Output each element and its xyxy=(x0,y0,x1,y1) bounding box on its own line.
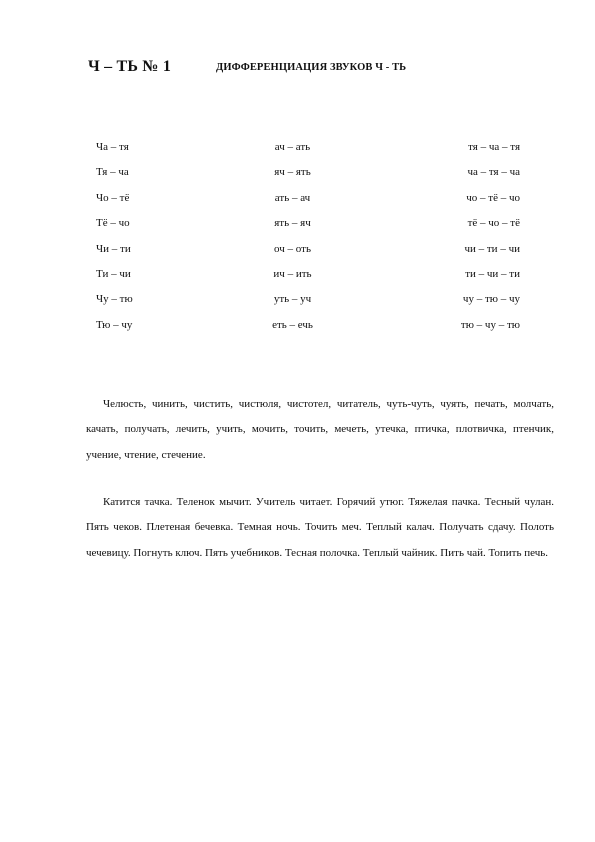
syllable-row xyxy=(0,217,595,242)
reverse-syllable-pair: ич – ить xyxy=(273,267,312,280)
document-code: Ч – ТЬ № 1 xyxy=(88,58,172,75)
syllable-row xyxy=(0,319,595,344)
syllable-pair: Чо – тё xyxy=(96,191,130,204)
reverse-syllable-pair: ать – ач xyxy=(274,191,311,204)
syllable-triple: ти – чи – ти xyxy=(465,267,520,280)
reverse-syllable-pair: уть – уч xyxy=(273,293,312,306)
syllable-row xyxy=(0,141,595,166)
syllable-row xyxy=(0,192,595,217)
phrase-list-paragraph: Катится тачка. Теленок мычит. Учитель читает. Горячий утюг. Тяжелая пачка. Тесный чулан. Пять чеков. Плетеная бечевка. Темная ночь. Точить меч. Теплый калач. Получать сдачу. Полоть чечевицу. Погнуть ключ. Пять учебников. Тесная полочка. Теплый чайник. Пить чай. Топить печь. xyxy=(86,496,554,559)
syllable-pair: Тю – чу xyxy=(96,318,133,331)
syllable-pair: Тё – чо xyxy=(96,217,130,230)
document-title: ДИФФЕРЕНЦИАЦИЯ ЗВУКОВ Ч - ТЬ xyxy=(216,62,407,73)
syllable-triple: чо – тё – чо xyxy=(466,191,520,204)
syllable-row xyxy=(0,293,595,318)
word-list-paragraph: Челюсть, чинить, чистить, чистюля, чистотел, читатель, чуть-чуть, чуять, печать, молчать, качать, получать, лечить, учить, мочить, точить, мечеть, утечка, птичка, плотвичка, птенчик, учение, чтение, стечение. xyxy=(86,398,554,461)
syllable-row xyxy=(0,268,595,293)
reverse-syllable-pair: ач – ать xyxy=(274,141,311,153)
syllable-row xyxy=(0,166,595,191)
reverse-syllable-pair: яч – ять xyxy=(274,166,311,179)
syllable-triple: чи – ти – чи xyxy=(464,242,520,255)
page-header xyxy=(88,58,548,82)
syllable-triple: тя – ча – тя xyxy=(468,141,520,153)
syllable-triple: чу – тю – чу xyxy=(462,293,520,306)
syllable-triple: тё – чо – тё xyxy=(467,217,520,230)
syllable-pair: Тя – ча xyxy=(96,166,129,179)
syllable-pair: Ча – тя xyxy=(96,141,129,153)
syllable-triple: ча – тя – ча xyxy=(467,166,520,179)
syllable-table xyxy=(0,141,595,344)
reverse-syllable-pair: еть – ечь xyxy=(272,318,313,331)
syllable-pair: Чу – тю xyxy=(96,293,133,306)
reverse-syllable-pair: оч – оть xyxy=(274,242,311,255)
syllable-row xyxy=(0,243,595,268)
syllable-pair: Чи – ти xyxy=(96,242,131,255)
syllable-pair: Ти – чи xyxy=(96,267,131,280)
syllable-triple: тю – чу – тю xyxy=(460,318,520,331)
reverse-syllable-pair: ять – яч xyxy=(274,217,311,230)
